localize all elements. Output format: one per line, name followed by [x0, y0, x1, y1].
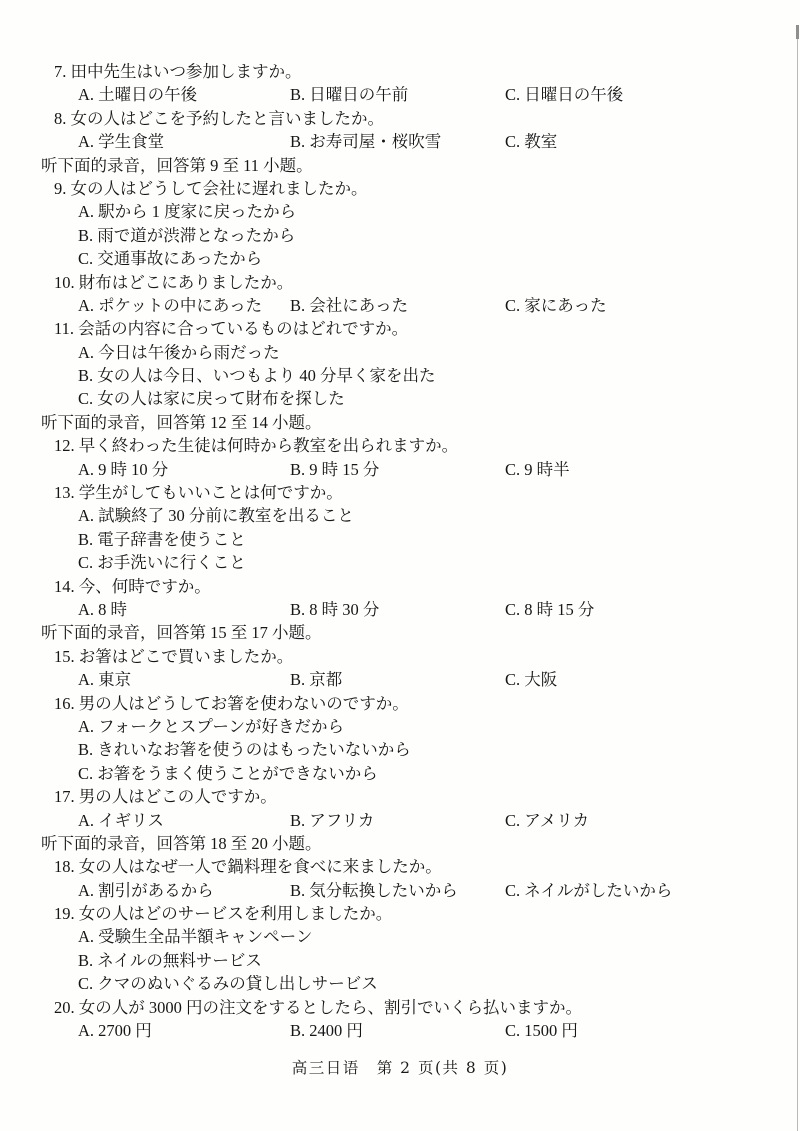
question-14-options	[40, 598, 772, 621]
option-14-c: C. 8 時 15 分	[505, 599, 595, 619]
option-12-a: A. 9 時 10 分	[78, 459, 169, 479]
option-17-a: A. イギリス	[78, 810, 164, 830]
option-20-c: C. 1500 円	[505, 1021, 578, 1041]
question-stem-15: 15. お箸はどこで買いましたか。	[54, 646, 294, 666]
option-15-a: A. 東京	[78, 670, 132, 690]
option-20-b: B. 2400 円	[290, 1021, 363, 1041]
question-stem-14: 14. 今、何時ですか。	[54, 576, 211, 596]
question-stem-16: 16. 男の人はどうしてお箸を使わないのですか。	[54, 693, 409, 713]
listening-instruction-18-20: 听下面的录音，回答第 18 至 20 小题。	[41, 833, 322, 853]
question-stem-20: 20. 女の人が 3000 円の注文をするとしたら、割引でいくら払いますか。	[54, 997, 582, 1017]
scan-edge-top-artifact	[796, 25, 799, 39]
question-17-options	[40, 809, 772, 832]
option-19-c: C. クマのぬいぐるみの貸し出しサービス	[78, 974, 378, 994]
listening-instruction-15-17: 听下面的录音，回答第 15 至 17 小题。	[41, 623, 322, 643]
question-12-options	[40, 458, 772, 481]
option-7-c: C. 日曜日の午後	[505, 85, 624, 105]
option-10-a: A. ポケットの中にあった	[78, 295, 263, 315]
question-stem-12: 12. 早く終わった生徒は何時から教室を出られますか。	[54, 436, 459, 456]
option-18-c: C. ネイルがしたいから	[505, 880, 673, 900]
option-16-c: C. お箸をうまく使うことができないから	[78, 763, 378, 783]
option-14-a: A. 8 時	[78, 599, 128, 619]
question-stem-8: 8. 女の人はどこを予約したと言いましたか。	[54, 108, 384, 128]
question-20-options	[40, 1019, 772, 1042]
option-11-c: C. 女の人は家に戻って財布を探した	[78, 389, 345, 409]
option-10-c: C. 家にあった	[505, 295, 607, 315]
option-13-a: A. 試験終了 30 分前に教室を出ること	[78, 506, 354, 526]
page-footer: 高三日语 第 2 页(共 8 页)	[291, 1059, 509, 1077]
option-13-c: C. お手洗いに行くこと	[78, 553, 246, 573]
option-8-a: A. 学生食堂	[78, 132, 165, 152]
question-stem-7: 7. 田中先生はいつ参加しますか。	[54, 62, 302, 81]
question-stem-13: 13. 学生がしてもいいことは何ですか。	[54, 483, 343, 503]
option-19-b: B. ネイルの無料サービス	[78, 950, 262, 970]
option-7-b: B. 日曜日の午前	[290, 85, 409, 105]
question-stem-18: 18. 女の人はなぜ一人で鍋料理を食べに来ましたか。	[54, 857, 442, 877]
question-8-options	[40, 130, 772, 153]
option-12-c: C. 9 時半	[505, 459, 570, 479]
option-14-b: B. 8 時 30 分	[290, 599, 380, 619]
option-11-a: A. 今日は午後から雨だった	[78, 342, 280, 362]
listening-instruction-12-14: 听下面的录音，回答第 12 至 14 小题。	[41, 412, 322, 432]
option-8-c: C. 教室	[505, 132, 558, 152]
option-13-b: B. 電子辞書を使うこと	[78, 529, 246, 549]
option-10-b: B. 会社にあった	[290, 295, 409, 315]
option-18-a: A. 割引があるから	[78, 880, 214, 900]
question-stem-19: 19. 女の人はどのサービスを利用しましたか。	[54, 904, 393, 924]
option-8-b: B. お寿司屋・桜吹雪	[290, 132, 442, 152]
question-stem-11: 11. 会話の内容に合っているものはどれですか。	[54, 319, 409, 339]
question-7-options	[40, 83, 772, 106]
question-stem-9: 9. 女の人はどうして会社に遅れましたか。	[54, 178, 368, 198]
option-9-c: C. 交通事故にあったから	[78, 249, 263, 269]
option-7-a: A. 土曜日の午後	[78, 85, 198, 105]
option-17-b: B. アフリカ	[290, 810, 375, 830]
question-18-options	[40, 879, 772, 902]
option-18-b: B. 気分転換したいから	[290, 880, 458, 900]
question-stem-10: 10. 財布はどこにありましたか。	[54, 272, 294, 292]
option-11-b: B. 女の人は今日、いつもより 40 分早く家を出た	[78, 366, 436, 386]
question-15-options	[40, 668, 772, 691]
scan-edge-artifact	[797, 33, 799, 1131]
option-12-b: B. 9 時 15 分	[290, 459, 380, 479]
option-15-c: C. 大阪	[505, 670, 558, 690]
option-9-a: A. 駅から 1 度家に戻ったから	[78, 202, 297, 222]
option-19-a: A. 受験生全品半額キャンペーン	[78, 927, 313, 947]
listening-instruction-9-11: 听下面的录音，回答第 9 至 11 小题。	[41, 155, 313, 175]
option-9-b: B. 雨で道が渋滞となったから	[78, 225, 296, 245]
option-15-b: B. 京都	[290, 670, 343, 690]
option-16-b: B. きれいなお箸を使うのはもったいないから	[78, 740, 411, 760]
option-17-c: C. アメリカ	[505, 810, 590, 830]
question-10-options	[40, 294, 772, 317]
option-20-a: A. 2700 円	[78, 1021, 152, 1041]
question-stem-17: 17. 男の人はどこの人ですか。	[54, 787, 277, 807]
option-16-a: A. フォークとスプーンが好きだから	[78, 716, 345, 736]
